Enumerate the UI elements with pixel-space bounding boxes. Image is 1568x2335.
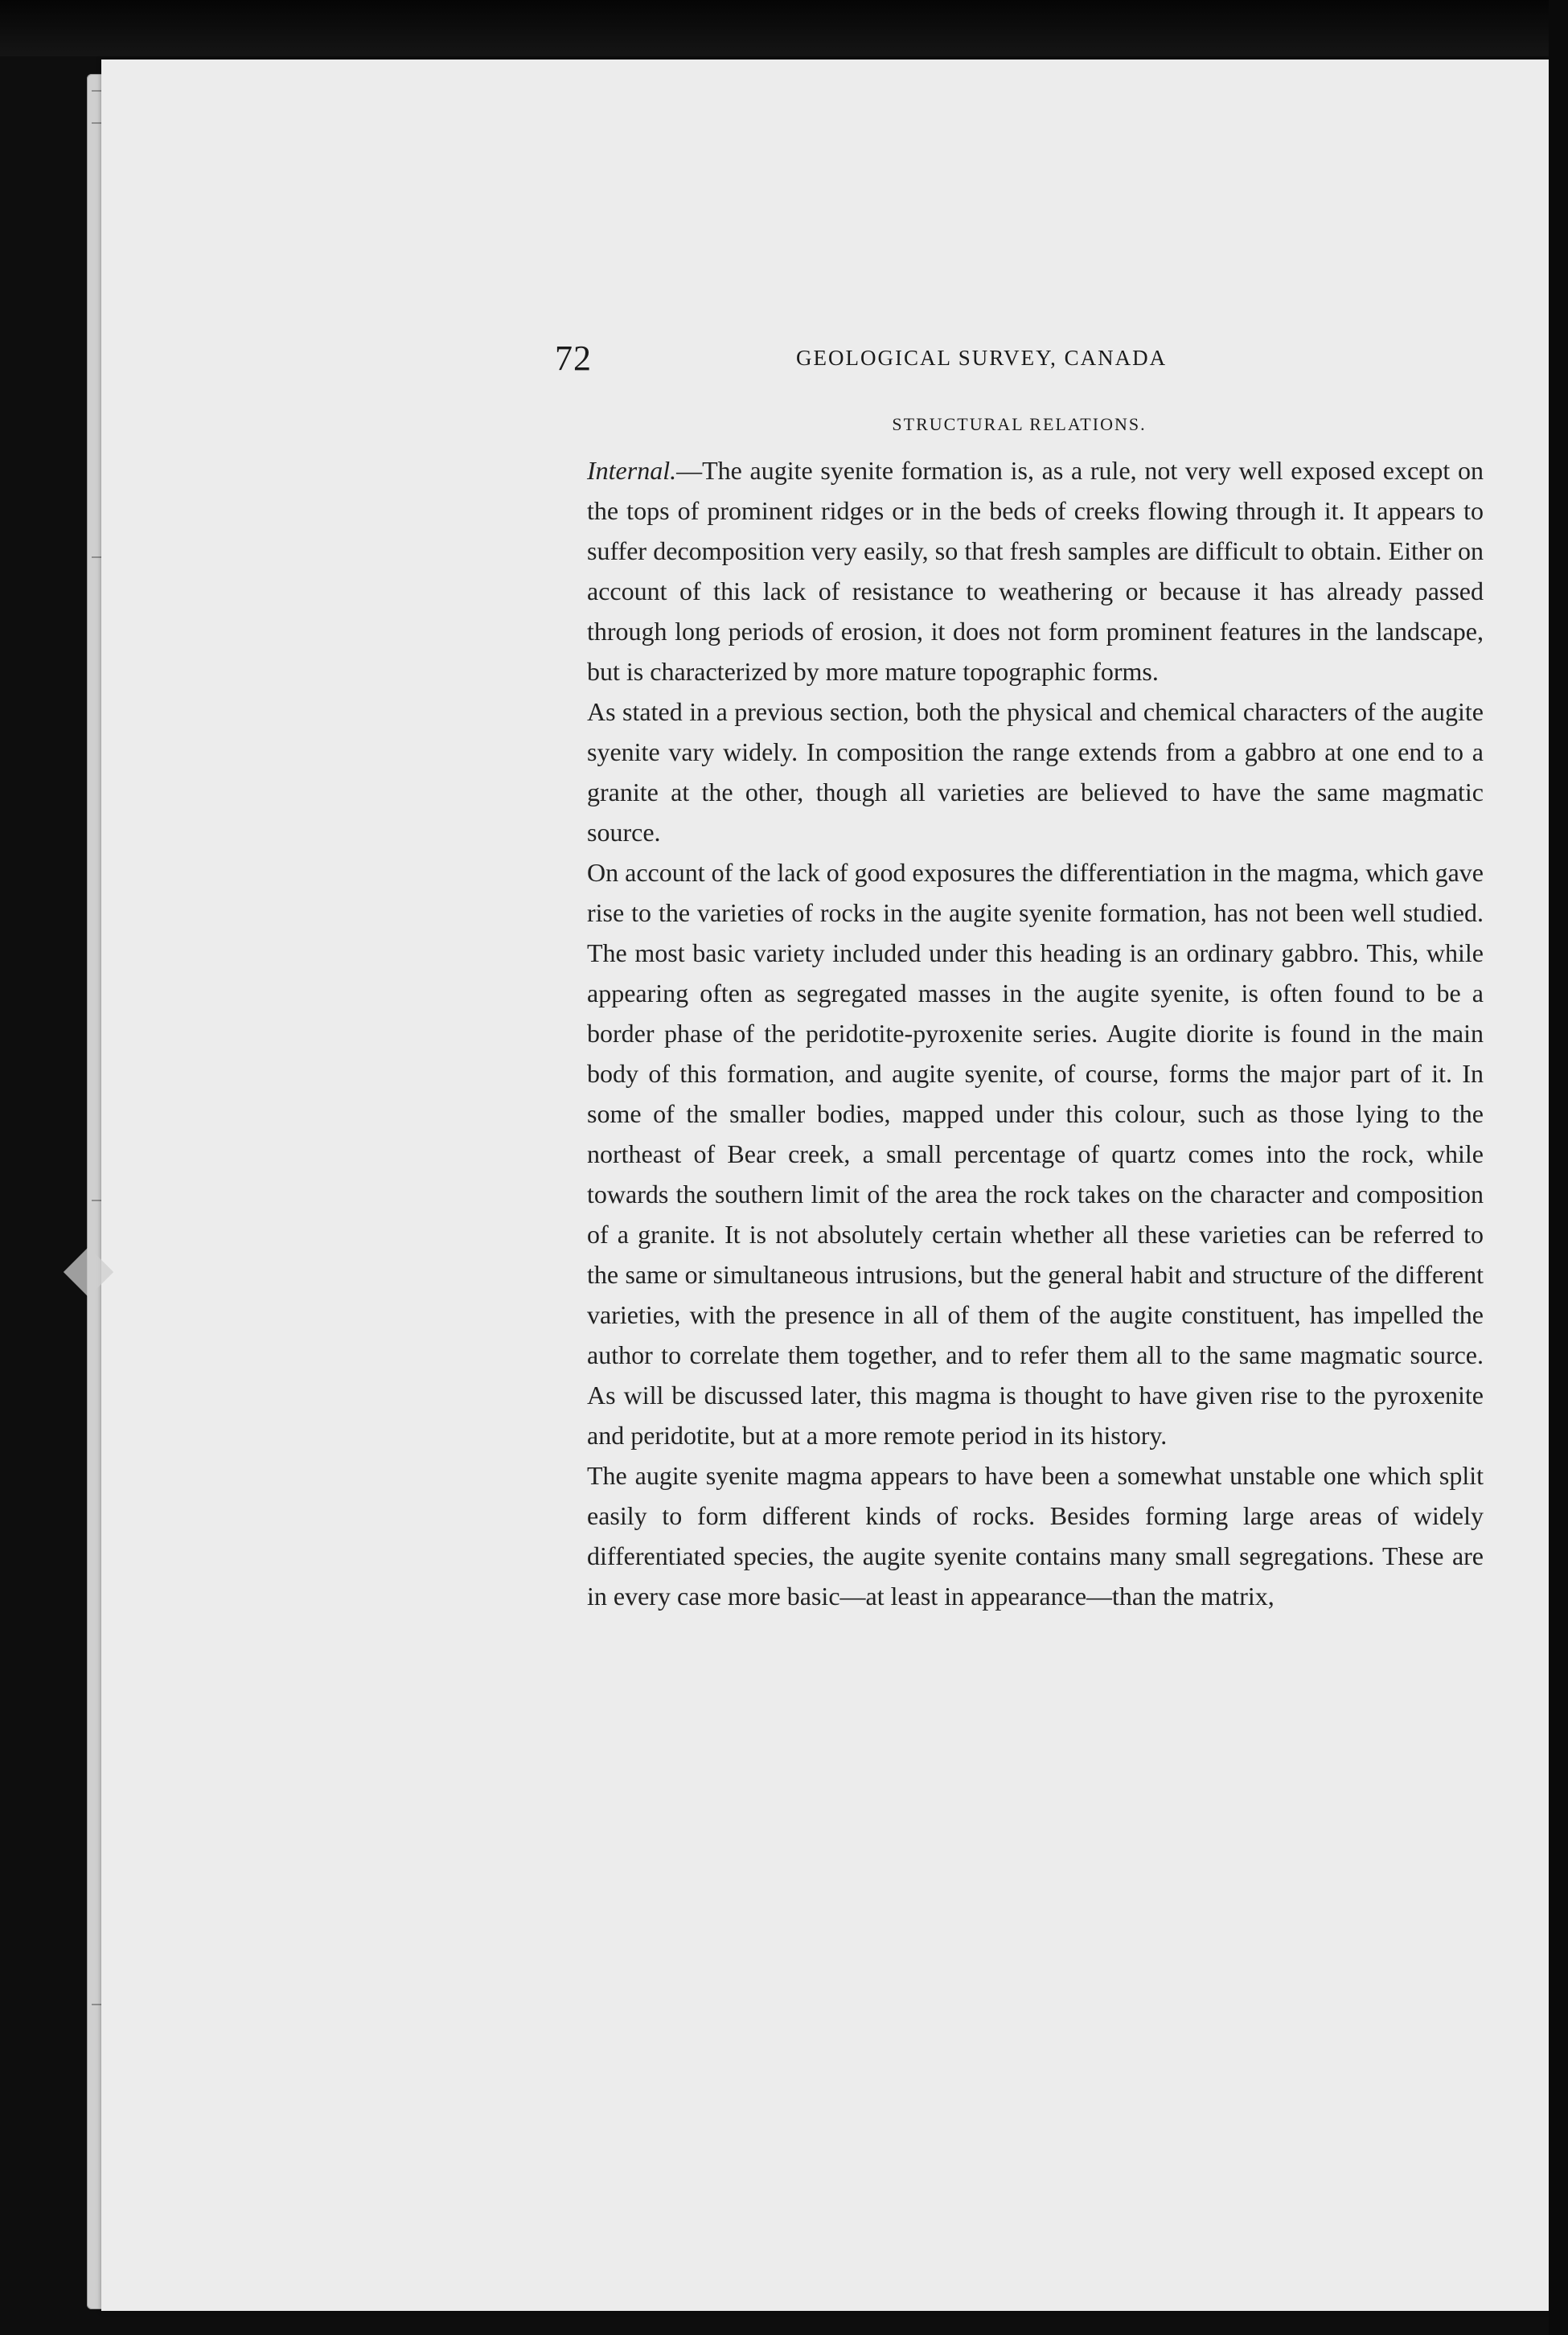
running-head: GEOLOGICAL SURVEY, CANADA xyxy=(796,346,1168,370)
page-number: 72 xyxy=(555,339,592,378)
scan-right-edge xyxy=(1549,0,1568,2335)
paragraph-text: —The augite syenite formation is, as a rule, not very well exposed except on the tops of prominent ridges or in the beds of creeks flowing through it. It appears to suffer decomposition very easily, so that fresh samples are difficult to obtain. Either on account of this lack of resistance to weathering or because it has already passed through long periods of erosion, it does not form prominent features in the landscape, but is characterized by more mature topographic forms. xyxy=(587,456,1484,686)
paragraph-lead: Internal. xyxy=(587,456,677,485)
scan-top-edge xyxy=(0,0,1568,56)
paragraph: The augite syenite magma appears to have been a somewhat unstable one which split easily to form different kinds of rocks. Besides forming large areas of widely differentiated species, the augite syenite contains many small segregations. These are in every case more basic—at least in appearance—than the matrix, xyxy=(587,1461,1484,1611)
body-text xyxy=(555,450,1484,1978)
paragraph: As stated in a previous section, both the physical and chemical characters of the augite syenite vary widely. In composition the range extends from a gabbro at one end to a granite at the other, though all varieties are believed to have the same magmatic source. xyxy=(587,697,1484,847)
paragraph xyxy=(555,450,1484,691)
section-heading: STRUCTURAL RELATIONS. xyxy=(892,414,1147,434)
paragraph: On account of the lack of good exposures the differentiation in the magma, which gave rise to the varieties of rocks in the augite syenite formation, has not been well studied. The most basic variety included under this heading is an ordinary gabbro. This, while appearing often as segregated masses in the augite syenite, is often found to be a border phase of the peridotite-pyroxenite series. Augite diorite is found in the main body of this formation, and augite syenite, of course, forms the major part of it. In some of the smaller bodies, mapped under this colour, such as those lying to the northeast of Bear creek, a small percentage of quartz comes into the rock, while towards the southern limit of the area the rock takes on the character and composition of a granite. It is not absolutely certain whether all these varieties can be referred to the same or simultaneous intrusions, but the general habit and structure of the different varieties, with the presence in all of them of the augite constituent, has impelled the author to correlate them together, and to refer them all to the same magmatic source. As will be discussed later, this magma is thought to have given rise to the pyroxenite and peridotite, but at a more remote period in its history. xyxy=(587,858,1484,1450)
page-header xyxy=(555,338,1484,386)
